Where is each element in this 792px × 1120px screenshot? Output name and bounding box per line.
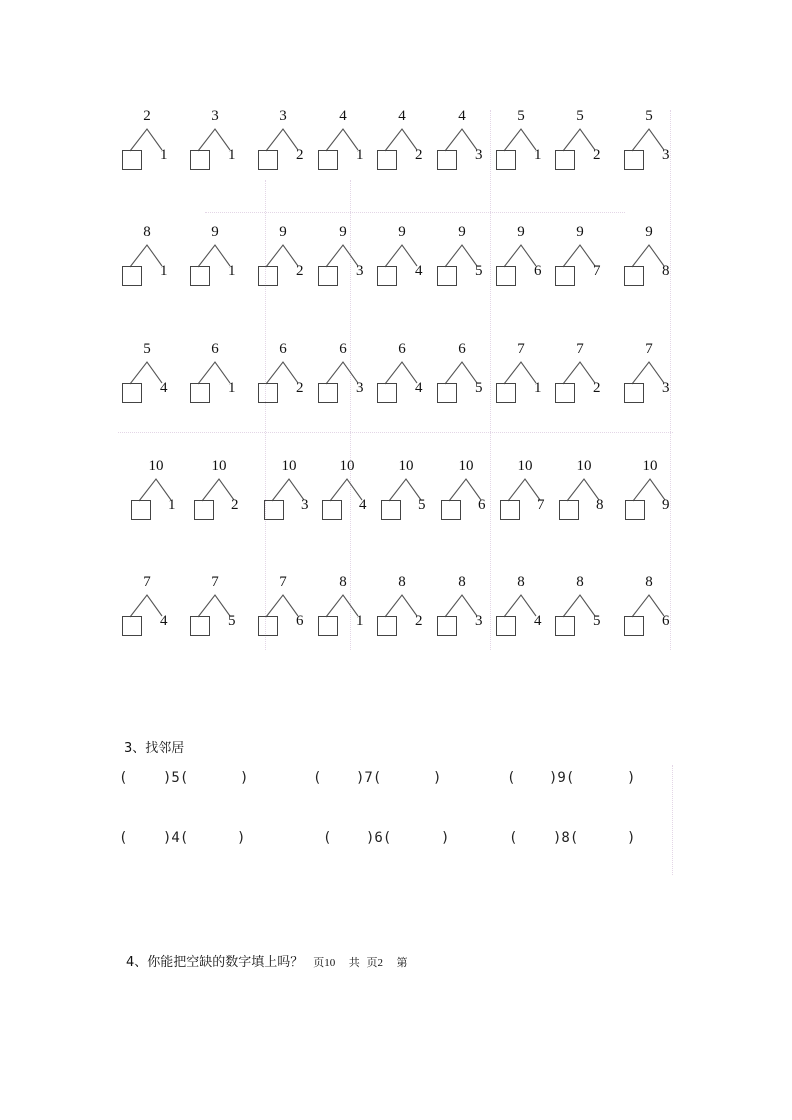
- bond-total: 9: [279, 224, 287, 240]
- bond-total: 8: [576, 574, 584, 590]
- bond-part: 4: [160, 613, 168, 629]
- bond-part: 2: [593, 147, 601, 163]
- answer-box[interactable]: [258, 383, 278, 403]
- bond-total: 10: [576, 458, 592, 474]
- bond-total: 7: [576, 341, 584, 357]
- answer-box[interactable]: [437, 266, 457, 286]
- number-bond: [372, 108, 432, 178]
- bond-part: 5: [475, 380, 483, 396]
- bond-part: 1: [228, 263, 236, 279]
- bond-part: 1: [228, 147, 236, 163]
- bond-part: 4: [359, 497, 367, 513]
- bond-total: 8: [517, 574, 525, 590]
- number-bond: [619, 224, 679, 294]
- number-bond: [313, 574, 373, 644]
- answer-box[interactable]: [122, 616, 142, 636]
- answer-box[interactable]: [555, 150, 575, 170]
- neighbor-number: )4(: [163, 830, 189, 846]
- bond-total: 6: [211, 341, 219, 357]
- bond-part: 6: [534, 263, 542, 279]
- number-bond: [432, 224, 492, 294]
- number-bond: [554, 458, 614, 528]
- bond-part: 6: [296, 613, 304, 629]
- neighbor-right-paren: ): [627, 770, 636, 786]
- number-bond: [619, 108, 679, 178]
- bond-total: 9: [645, 224, 653, 240]
- bond-total: 6: [458, 341, 466, 357]
- number-bond: [432, 108, 492, 178]
- bond-part: 3: [356, 263, 364, 279]
- answer-box[interactable]: [624, 383, 644, 403]
- neighbor-number: )8(: [553, 830, 579, 846]
- section-4-title: 4、你能把空缺的数字填上吗？: [126, 955, 304, 970]
- answer-box[interactable]: [496, 266, 516, 286]
- grid-line: [672, 765, 673, 875]
- bond-part: 4: [415, 380, 423, 396]
- bond-total: 9: [458, 224, 466, 240]
- answer-box[interactable]: [496, 150, 516, 170]
- bond-total: 8: [645, 574, 653, 590]
- bond-total: 7: [211, 574, 219, 590]
- bond-total: 6: [339, 341, 347, 357]
- answer-box[interactable]: [381, 500, 401, 520]
- answer-box[interactable]: [190, 266, 210, 286]
- number-bond: [313, 108, 373, 178]
- bond-part: 2: [296, 380, 304, 396]
- number-bond: [620, 458, 680, 528]
- bond-total: 5: [143, 341, 151, 357]
- number-bond: [117, 224, 177, 294]
- bond-total: 9: [517, 224, 525, 240]
- section-4-heading: [126, 951, 408, 970]
- number-bond: [491, 341, 551, 411]
- number-bond: [372, 341, 432, 411]
- bond-part: 5: [475, 263, 483, 279]
- answer-box[interactable]: [377, 266, 397, 286]
- bond-total: 10: [281, 458, 297, 474]
- neighbor-right-paren: ): [441, 830, 450, 846]
- bond-total: 10: [642, 458, 658, 474]
- number-bond: [550, 224, 610, 294]
- bond-part: 3: [662, 147, 670, 163]
- neighbor-left-paren: (: [119, 830, 128, 846]
- bond-part: 4: [415, 263, 423, 279]
- answer-box[interactable]: [555, 616, 575, 636]
- bond-total: 7: [645, 341, 653, 357]
- answer-box[interactable]: [190, 383, 210, 403]
- number-bond: [189, 458, 249, 528]
- number-bond: [117, 341, 177, 411]
- bond-part: 3: [356, 380, 364, 396]
- bond-total: 9: [211, 224, 219, 240]
- answer-box[interactable]: [258, 616, 278, 636]
- bond-part: 6: [662, 613, 670, 629]
- bond-total: 4: [458, 108, 466, 124]
- number-bond: [491, 108, 551, 178]
- number-bond: [253, 108, 313, 178]
- answer-box[interactable]: [559, 500, 579, 520]
- answer-box[interactable]: [131, 500, 151, 520]
- answer-box[interactable]: [322, 500, 342, 520]
- bond-total: 10: [211, 458, 227, 474]
- answer-box[interactable]: [318, 150, 338, 170]
- bond-part: 5: [418, 497, 426, 513]
- answer-box[interactable]: [437, 616, 457, 636]
- bond-part: 1: [356, 613, 364, 629]
- bond-total: 7: [517, 341, 525, 357]
- answer-box[interactable]: [318, 616, 338, 636]
- bond-part: 2: [296, 147, 304, 163]
- answer-box[interactable]: [258, 150, 278, 170]
- answer-box[interactable]: [437, 150, 457, 170]
- answer-box[interactable]: [624, 266, 644, 286]
- neighbor-left-paren: (: [119, 770, 128, 786]
- number-bond: [185, 574, 245, 644]
- number-bond: [313, 224, 373, 294]
- bond-total: 10: [398, 458, 414, 474]
- bond-part: 1: [534, 147, 542, 163]
- bond-part: 2: [231, 497, 239, 513]
- answer-box[interactable]: [555, 383, 575, 403]
- neighbor-right-paren: ): [627, 830, 636, 846]
- number-bond: [185, 108, 245, 178]
- bond-total: 5: [645, 108, 653, 124]
- number-bond: [550, 108, 610, 178]
- bond-part: 4: [160, 380, 168, 396]
- number-bond: [376, 458, 436, 528]
- bond-total: 9: [398, 224, 406, 240]
- bond-part: 5: [593, 613, 601, 629]
- bond-total: 6: [398, 341, 406, 357]
- bond-part: 1: [228, 380, 236, 396]
- bond-part: 2: [296, 263, 304, 279]
- bond-part: 3: [662, 380, 670, 396]
- answer-box[interactable]: [122, 266, 142, 286]
- bond-total: 3: [279, 108, 287, 124]
- number-bond: [432, 574, 492, 644]
- bond-part: 1: [168, 497, 176, 513]
- bond-total: 7: [279, 574, 287, 590]
- bond-total: 8: [339, 574, 347, 590]
- neighbor-right-paren: ): [433, 770, 442, 786]
- answer-box[interactable]: [318, 266, 338, 286]
- bond-total: 4: [398, 108, 406, 124]
- number-bond: [185, 341, 245, 411]
- number-bond: [185, 224, 245, 294]
- bond-part: 8: [662, 263, 670, 279]
- neighbor-left-paren: (: [507, 770, 516, 786]
- bond-total: 10: [339, 458, 355, 474]
- bond-part: 8: [596, 497, 604, 513]
- number-bond: [253, 574, 313, 644]
- bond-total: 10: [148, 458, 164, 474]
- number-bond: [313, 341, 373, 411]
- answer-box[interactable]: [437, 383, 457, 403]
- answer-box[interactable]: [258, 266, 278, 286]
- number-bond: [495, 458, 555, 528]
- number-bond: [491, 574, 551, 644]
- number-bond: [491, 224, 551, 294]
- neighbor-right-paren: ): [240, 770, 249, 786]
- page-footer: 页10 共 页2 第: [313, 957, 408, 969]
- number-bond: [619, 574, 679, 644]
- number-bond: [126, 458, 186, 528]
- number-bond: [259, 458, 319, 528]
- number-bond: [550, 341, 610, 411]
- neighbor-right-paren: ): [237, 830, 246, 846]
- answer-box[interactable]: [377, 150, 397, 170]
- bond-total: 8: [143, 224, 151, 240]
- bond-part: 2: [415, 613, 423, 629]
- answer-box[interactable]: [264, 500, 284, 520]
- bond-total: 5: [576, 108, 584, 124]
- number-bond: [253, 341, 313, 411]
- bond-part: 7: [593, 263, 601, 279]
- number-bond: [372, 574, 432, 644]
- number-bond: [619, 341, 679, 411]
- number-bond: [253, 224, 313, 294]
- bond-total: 8: [458, 574, 466, 590]
- answer-box[interactable]: [555, 266, 575, 286]
- bond-part: 7: [537, 497, 545, 513]
- bond-part: 4: [534, 613, 542, 629]
- answer-box[interactable]: [624, 616, 644, 636]
- bond-part: 3: [301, 497, 309, 513]
- bond-total: 7: [143, 574, 151, 590]
- bond-part: 3: [475, 147, 483, 163]
- bond-total: 6: [279, 341, 287, 357]
- answer-box[interactable]: [377, 616, 397, 636]
- number-bond: [117, 574, 177, 644]
- answer-box[interactable]: [122, 383, 142, 403]
- bond-part: 9: [662, 497, 670, 513]
- grid-line: [118, 432, 673, 433]
- bond-total: 9: [339, 224, 347, 240]
- number-bond: [432, 341, 492, 411]
- answer-box[interactable]: [500, 500, 520, 520]
- number-bond: [372, 224, 432, 294]
- bond-part: 5: [228, 613, 236, 629]
- answer-box[interactable]: [496, 383, 516, 403]
- neighbor-left-paren: (: [323, 830, 332, 846]
- neighbor-number: )5(: [163, 770, 189, 786]
- bond-part: 1: [160, 263, 168, 279]
- answer-box[interactable]: [625, 500, 645, 520]
- answer-box[interactable]: [194, 500, 214, 520]
- answer-box[interactable]: [377, 383, 397, 403]
- bond-part: 2: [415, 147, 423, 163]
- answer-box[interactable]: [496, 616, 516, 636]
- bond-part: 6: [478, 497, 486, 513]
- bond-total: 8: [398, 574, 406, 590]
- bond-total: 10: [517, 458, 533, 474]
- bond-total: 4: [339, 108, 347, 124]
- bond-total: 2: [143, 108, 151, 124]
- answer-box[interactable]: [441, 500, 461, 520]
- bond-total: 9: [576, 224, 584, 240]
- neighbor-number: )9(: [549, 770, 575, 786]
- section-3-heading: 3、找邻居: [124, 741, 185, 756]
- neighbor-left-paren: (: [313, 770, 322, 786]
- bond-part: 2: [593, 380, 601, 396]
- number-bond: [436, 458, 496, 528]
- bond-part: 1: [160, 147, 168, 163]
- answer-box[interactable]: [190, 150, 210, 170]
- answer-box[interactable]: [122, 150, 142, 170]
- bond-part: 3: [475, 613, 483, 629]
- bond-total: 5: [517, 108, 525, 124]
- neighbor-number: )6(: [366, 830, 392, 846]
- answer-box[interactable]: [318, 383, 338, 403]
- neighbor-number: )7(: [356, 770, 382, 786]
- number-bond: [117, 108, 177, 178]
- number-bond: [317, 458, 377, 528]
- neighbor-left-paren: (: [509, 830, 518, 846]
- bond-total: 3: [211, 108, 219, 124]
- number-bond: [550, 574, 610, 644]
- answer-box[interactable]: [624, 150, 644, 170]
- answer-box[interactable]: [190, 616, 210, 636]
- bond-part: 1: [356, 147, 364, 163]
- bond-part: 1: [534, 380, 542, 396]
- bond-total: 10: [458, 458, 474, 474]
- grid-line: [205, 212, 625, 213]
